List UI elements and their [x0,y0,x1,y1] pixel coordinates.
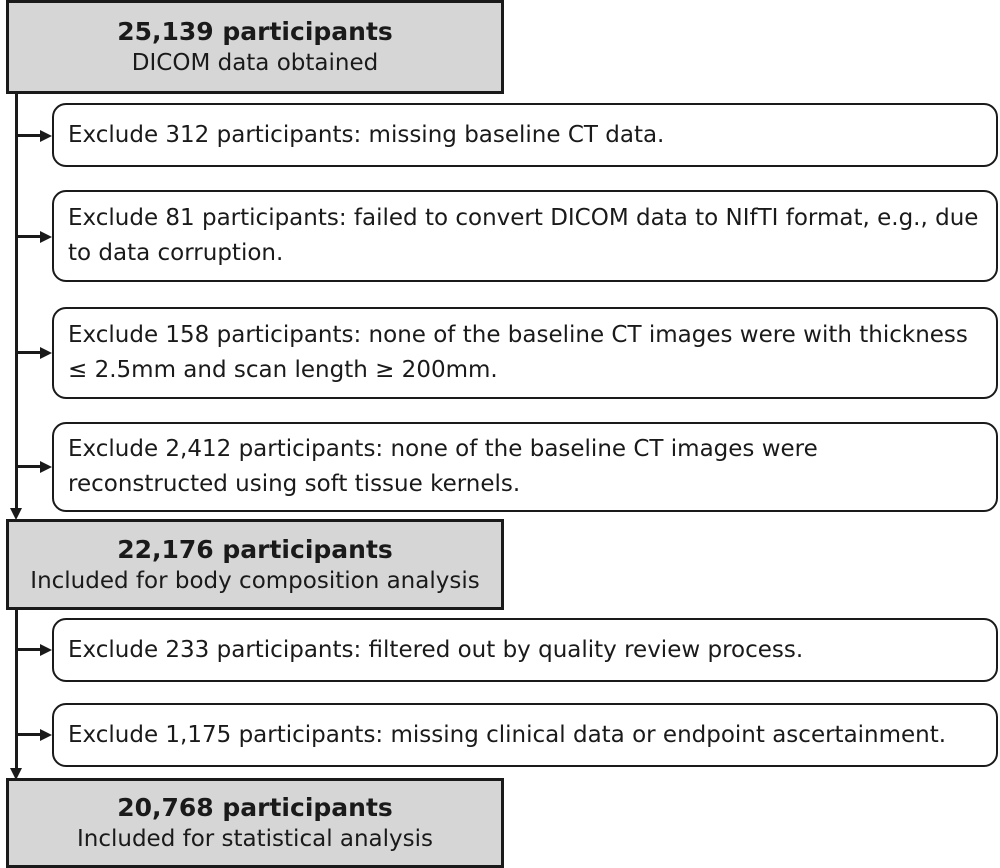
arrow-right-5 [40,644,52,656]
exclusion-box-missing-ct [52,103,998,167]
stage-box-body-composition [6,519,504,610]
arrow-right-1 [40,130,52,142]
exclusion-box-thickness [52,307,998,399]
exclusion-text: Exclude 2,412 participants: none of the baseline CT images were reconstructed using soft tissue kernels. [68,436,818,497]
stage-box-dicom-obtained [6,0,504,94]
flow-line-2 [15,608,18,770]
stage-count: 22,176 participants [117,534,393,564]
arrow-right-3 [40,347,52,359]
stage-description: Included for body composition analysis [30,567,480,594]
branch-line-4 [15,465,41,468]
branch-line-6 [15,733,41,736]
exclusion-box-soft-tissue [52,422,998,512]
exclusion-text: Exclude 158 participants: none of the baseline CT images were with thickness ≤ 2.5mm and scan length ≥ 200mm. [68,322,968,383]
stage-description: Included for statistical analysis [76,826,434,852]
branch-line-1 [15,134,41,137]
stage-description: DICOM data obtained [131,50,379,76]
flow-line-1 [15,92,18,510]
arrow-right-6 [40,729,52,741]
exclusion-text: Exclude 1,175 participants: missing clinical data or endpoint ascertainment. [68,721,947,748]
stage-count: 20,768 participants [117,793,393,822]
exclusion-box-missing-clinical [52,703,998,767]
exclusion-text: Exclude 312 participants: missing baseline CT data. [68,121,665,148]
stage-count: 25,139 participants [117,17,393,46]
branch-line-2 [15,235,41,238]
exclusion-text: Exclude 81 participants: failed to convert DICOM data to NIfTI format, e.g., due to data corruption. [68,205,979,266]
branch-line-5 [15,648,41,651]
stage-box-statistical-analysis [6,778,504,868]
exclusion-text: Exclude 233 participants: filtered out by quality review process. [68,636,804,663]
branch-line-3 [15,351,41,354]
arrow-right-2 [40,231,52,243]
exclusion-box-quality-review [52,618,998,682]
arrow-right-4 [40,461,52,473]
exclusion-box-conversion-failed [52,190,998,282]
